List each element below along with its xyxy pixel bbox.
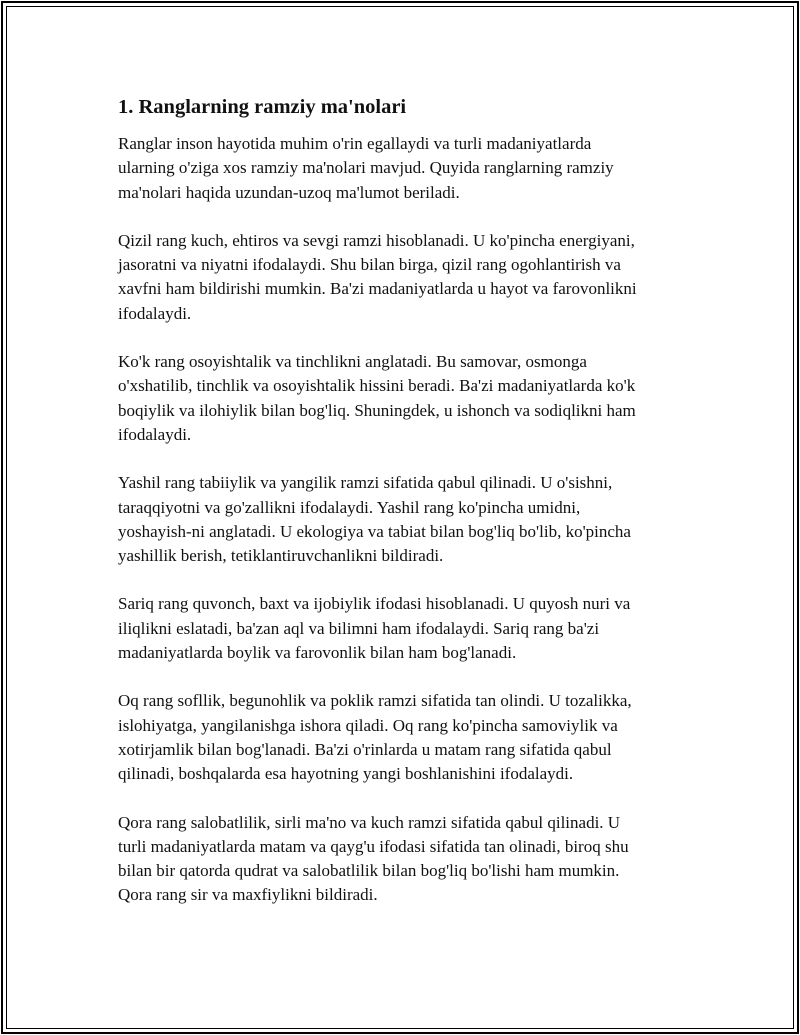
paragraph-line: iliqlikni eslatadi, ba'zan aql va bilimni ham ifodalaydi. Sariq rang ba'zi xyxy=(118,618,600,638)
paragraph-line: yashillik berish, tetiklantiruvchanlikni bildiradi. xyxy=(118,546,444,566)
paragraph-line: turli madaniyatlarda matam va qayg'u ifodasi sifatida tan olinadi, biroq shu xyxy=(118,836,629,856)
paragraph-red xyxy=(118,229,686,326)
paragraph-white xyxy=(118,689,686,786)
document-body xyxy=(118,94,686,932)
paragraph-line: taraqqiyotni va go'zallikni ifodalaydi. Yashil rang ko'pincha umidni, xyxy=(118,497,581,517)
paragraph-line: jasoratni va niyatni ifodalaydi. Shu bilan birga, qizil rang ogohlantirish va xyxy=(118,255,621,275)
paragraph-line: Sariq rang quvonch, baxt va ijobiylik ifodasi hisoblanadi. U quyosh nuri va xyxy=(118,594,631,614)
paragraph-line: ifodalaydi. xyxy=(118,424,192,444)
paragraph-line: Qora rang salobatlilik, sirli ma'no va kuch ramzi sifatida qabul qilinadi. U xyxy=(118,812,621,832)
paragraph-line: ma'nolari haqida uzundan-uzoq ma'lumot beriladi. xyxy=(118,182,460,202)
paragraph-intro xyxy=(118,132,686,205)
paragraph-green xyxy=(118,471,686,568)
paragraph-line: ularning o'ziga xos ramziy ma'nolari mavjud. Quyida ranglarning ramziy xyxy=(118,158,614,178)
paragraph-line: islohiyatga, yangilanishga ishora qiladi. Oq rang ko'pincha samoviylik va xyxy=(118,715,618,735)
paragraph-blue xyxy=(118,350,686,447)
paragraph-line: ifodalaydi. xyxy=(118,303,192,323)
paragraph-line: Qora rang sir va maxfiylikni bildiradi. xyxy=(118,885,378,905)
paragraph-line: yoshayish-ni anglatadi. U ekologiya va tabiat bilan bog'liq bo'lib, ko'pincha xyxy=(118,521,631,541)
paragraph-line: qilinadi, boshqalarda esa hayotning yangi boshlanishini ifodalaydi. xyxy=(118,764,574,784)
paragraph-black xyxy=(118,811,686,908)
paragraph-line: Qizil rang kuch, ehtiros va sevgi ramzi hisoblanadi. U ko'pincha energiyani, xyxy=(118,230,635,250)
section-title: 1. Ranglarning ramziy ma'nolari xyxy=(118,96,407,118)
paragraph-line: o'xshatilib, tinchlik va osoyishtalik hissini beradi. Ba'zi madaniyatlarda ko'k xyxy=(118,376,636,396)
paragraph-yellow xyxy=(118,592,686,665)
paragraph-line: xotirjamlik bilan bog'lanadi. Ba'zi o'rinlarda u matam rang sifatida qabul xyxy=(118,739,612,759)
paragraph-line: Oq rang sofllik, begunohlik va poklik ramzi sifatida tan olindi. U tozalikka, xyxy=(118,691,632,711)
paragraph-line: xavfni ham bildirishi mumkin. Ba'zi madaniyatlarda u hayot va farovonlikni xyxy=(118,279,637,299)
paragraph-line: Yashil rang tabiiylik va yangilik ramzi sifatida qabul qilinadi. U o'sishni, xyxy=(118,473,613,493)
paragraph-line: Ranglar inson hayotida muhim o'rin egallaydi va turli madaniyatlarda xyxy=(118,134,592,153)
paragraph-line: boqiylik va ilohiylik bilan bog'liq. Shuningdek, u ishonch va sodiqlikni ham xyxy=(118,400,636,420)
paragraph-line: madaniyatlarda boylik va farovonlik bilan ham bog'lanadi. xyxy=(118,643,517,663)
paragraph-line: Ko'k rang osoyishtalik va tinchlikni anglatadi. Bu samovar, osmonga xyxy=(118,352,587,372)
paragraph-line: bilan bir qatorda qudrat va salobatlilik bilan bog'liq bo'lishi ham mumkin. xyxy=(118,861,620,881)
